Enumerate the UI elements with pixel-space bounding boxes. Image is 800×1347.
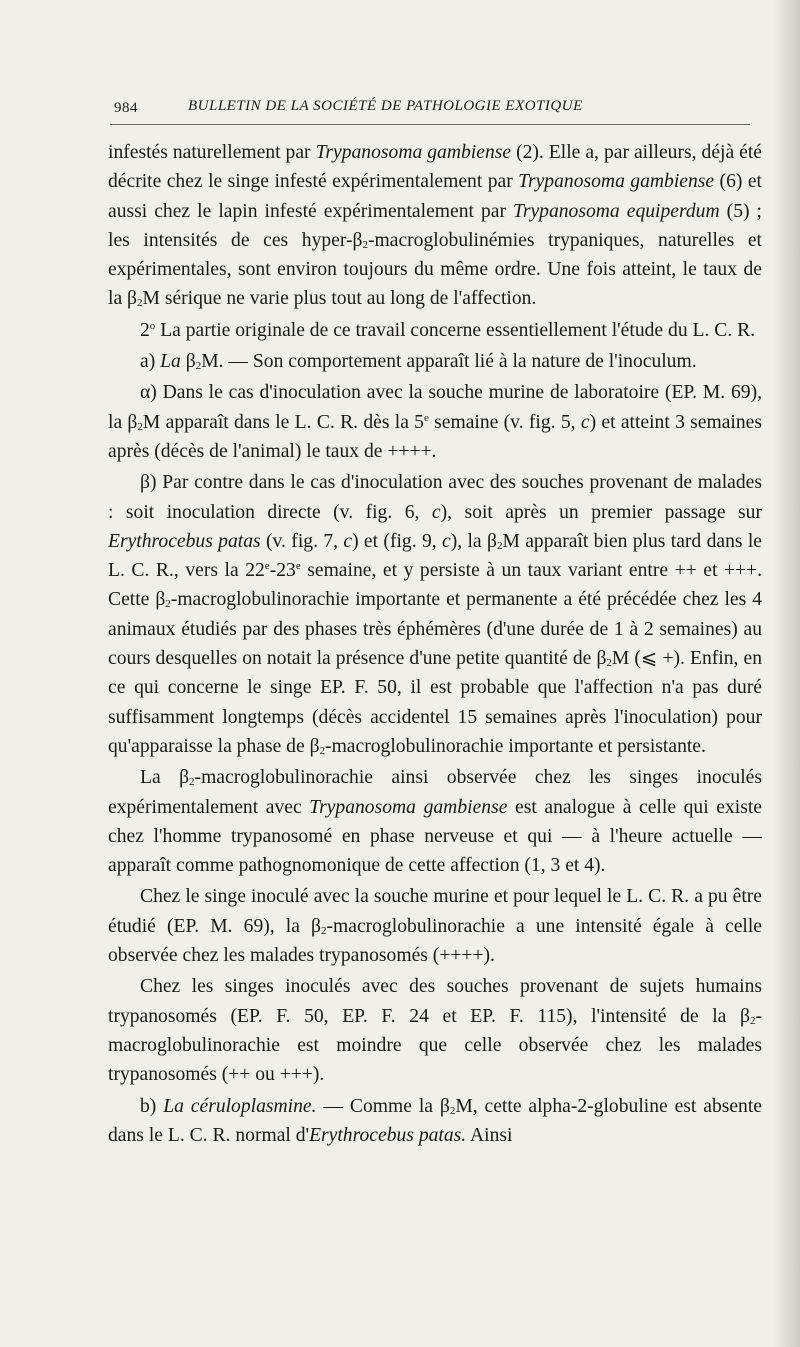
paragraph-8: Chez les singes inoculés avec des souches provenant de sujets humains trypanosomés (EP. F. 50, EP. F. 24 et EP. F. 115), l'intensité de la $\beta_2$-macroglobulinorachie est moindre que celle observée chez les malades trypanosomés (++ ou +++). (108, 976, 762, 1086)
paragraph-7: Chez le singe inoculé avec la souche murine et pour lequel le L. C. R. a pu être étudié (EP. M. 69), la $\beta_2$-macroglobulinorachie a une intensité égale à celle observée chez les malades trypanosomés (++++). (108, 886, 762, 967)
running-title: BULLETIN DE LA SOCIÉTÉ DE PATHOLOGIE EXOTIQUE (188, 98, 583, 114)
section-b-heading: b) La céruloplasmine. — Comme la $\beta_2M$, cette alpha-2-globuline est absente dans le L. C. R. normal d'Erythrocebus patas. Ainsi (108, 1095, 762, 1146)
paragraph-beta: β) Par contre dans le cas d'inoculation avec des souches provenant de malades : soit inoculation directe (v. fig. 6, c), soit après un premier passage sur Erythrocebus patas (v. fig. 7, c) et (fig. 9, c), la $\beta_2M$ apparaît bien plus tard dans le L. C. R., vers la 22e-23e semaine, et y persiste à un taux variant entre ++ et +++. Cette $\beta_2$-macroglobulinorachie importante et permanente a été précédée chez les 4 animaux étudiés par des phases très éphémères (d'une durée de 1 à 2 semaines) au cours desquelles on notait la présence d'une petite quantité de $\beta_2M$ (⩽ +). Enfin, en ce qui concerne le singe EP. F. 50, il est probable que l'affection n'a pas duré suffisamment longtemps (décès accidentel 15 semaines après l'inoculation) pour qu'apparaisse la phase de $\beta_2$-macroglobulinorachie importante et persistante. (108, 472, 762, 757)
header-rule (110, 124, 750, 125)
paragraph-1: infestés naturellement par Trypanosoma gambiense (2). Elle a, par ailleurs, déjà été décrite chez le singe infesté expérimentalement par Trypanosoma gambiense (6) et aussi chez le lapin infesté expérimentalement par Trypanosoma equiperdum (5) ; les intensités de ces hyper-$\beta_2$-macroglobulinémies trypaniques, naturelles et expérimentales, sont environ toujours du même ordre. Une fois atteint, le taux de la $\beta_2M$ sérique ne varie plus tout au long de l'affection. (108, 142, 762, 310)
page-number: 984 (114, 100, 138, 116)
paragraph-2-heading: 2$^o$ La partie originale de ce travail concerne essentiellement l'étude du L. C. R. (140, 319, 756, 341)
section-a-heading: a) La $\beta_2M$. — Son comportement apparaît lié à la nature de l'inoculum. (140, 351, 697, 373)
article-body (108, 138, 762, 1150)
running-header (114, 96, 754, 120)
paragraph-6: La $\beta_2$-macroglobulinorachie ainsi observée chez les singes inoculés expérimentalement avec Trypanosoma gambiense est analogue à celle qui existe chez l'homme trypanosomé en phase nerveuse et qui — à l'heure actuelle — apparaît comme pathognomonique de cette affection (1, 3 et 4). (108, 767, 762, 877)
page-edge-shadow (774, 0, 800, 1347)
paragraph-alpha: α) Dans le cas d'inoculation avec la souche murine de laboratoire (EP. M. 69), la $\beta_2M$ apparaît dans le L. C. R. dès la 5e semaine (v. fig. 5, c) et atteint 3 semaines après (décès de l'animal) le taux de ++++. (108, 382, 762, 462)
